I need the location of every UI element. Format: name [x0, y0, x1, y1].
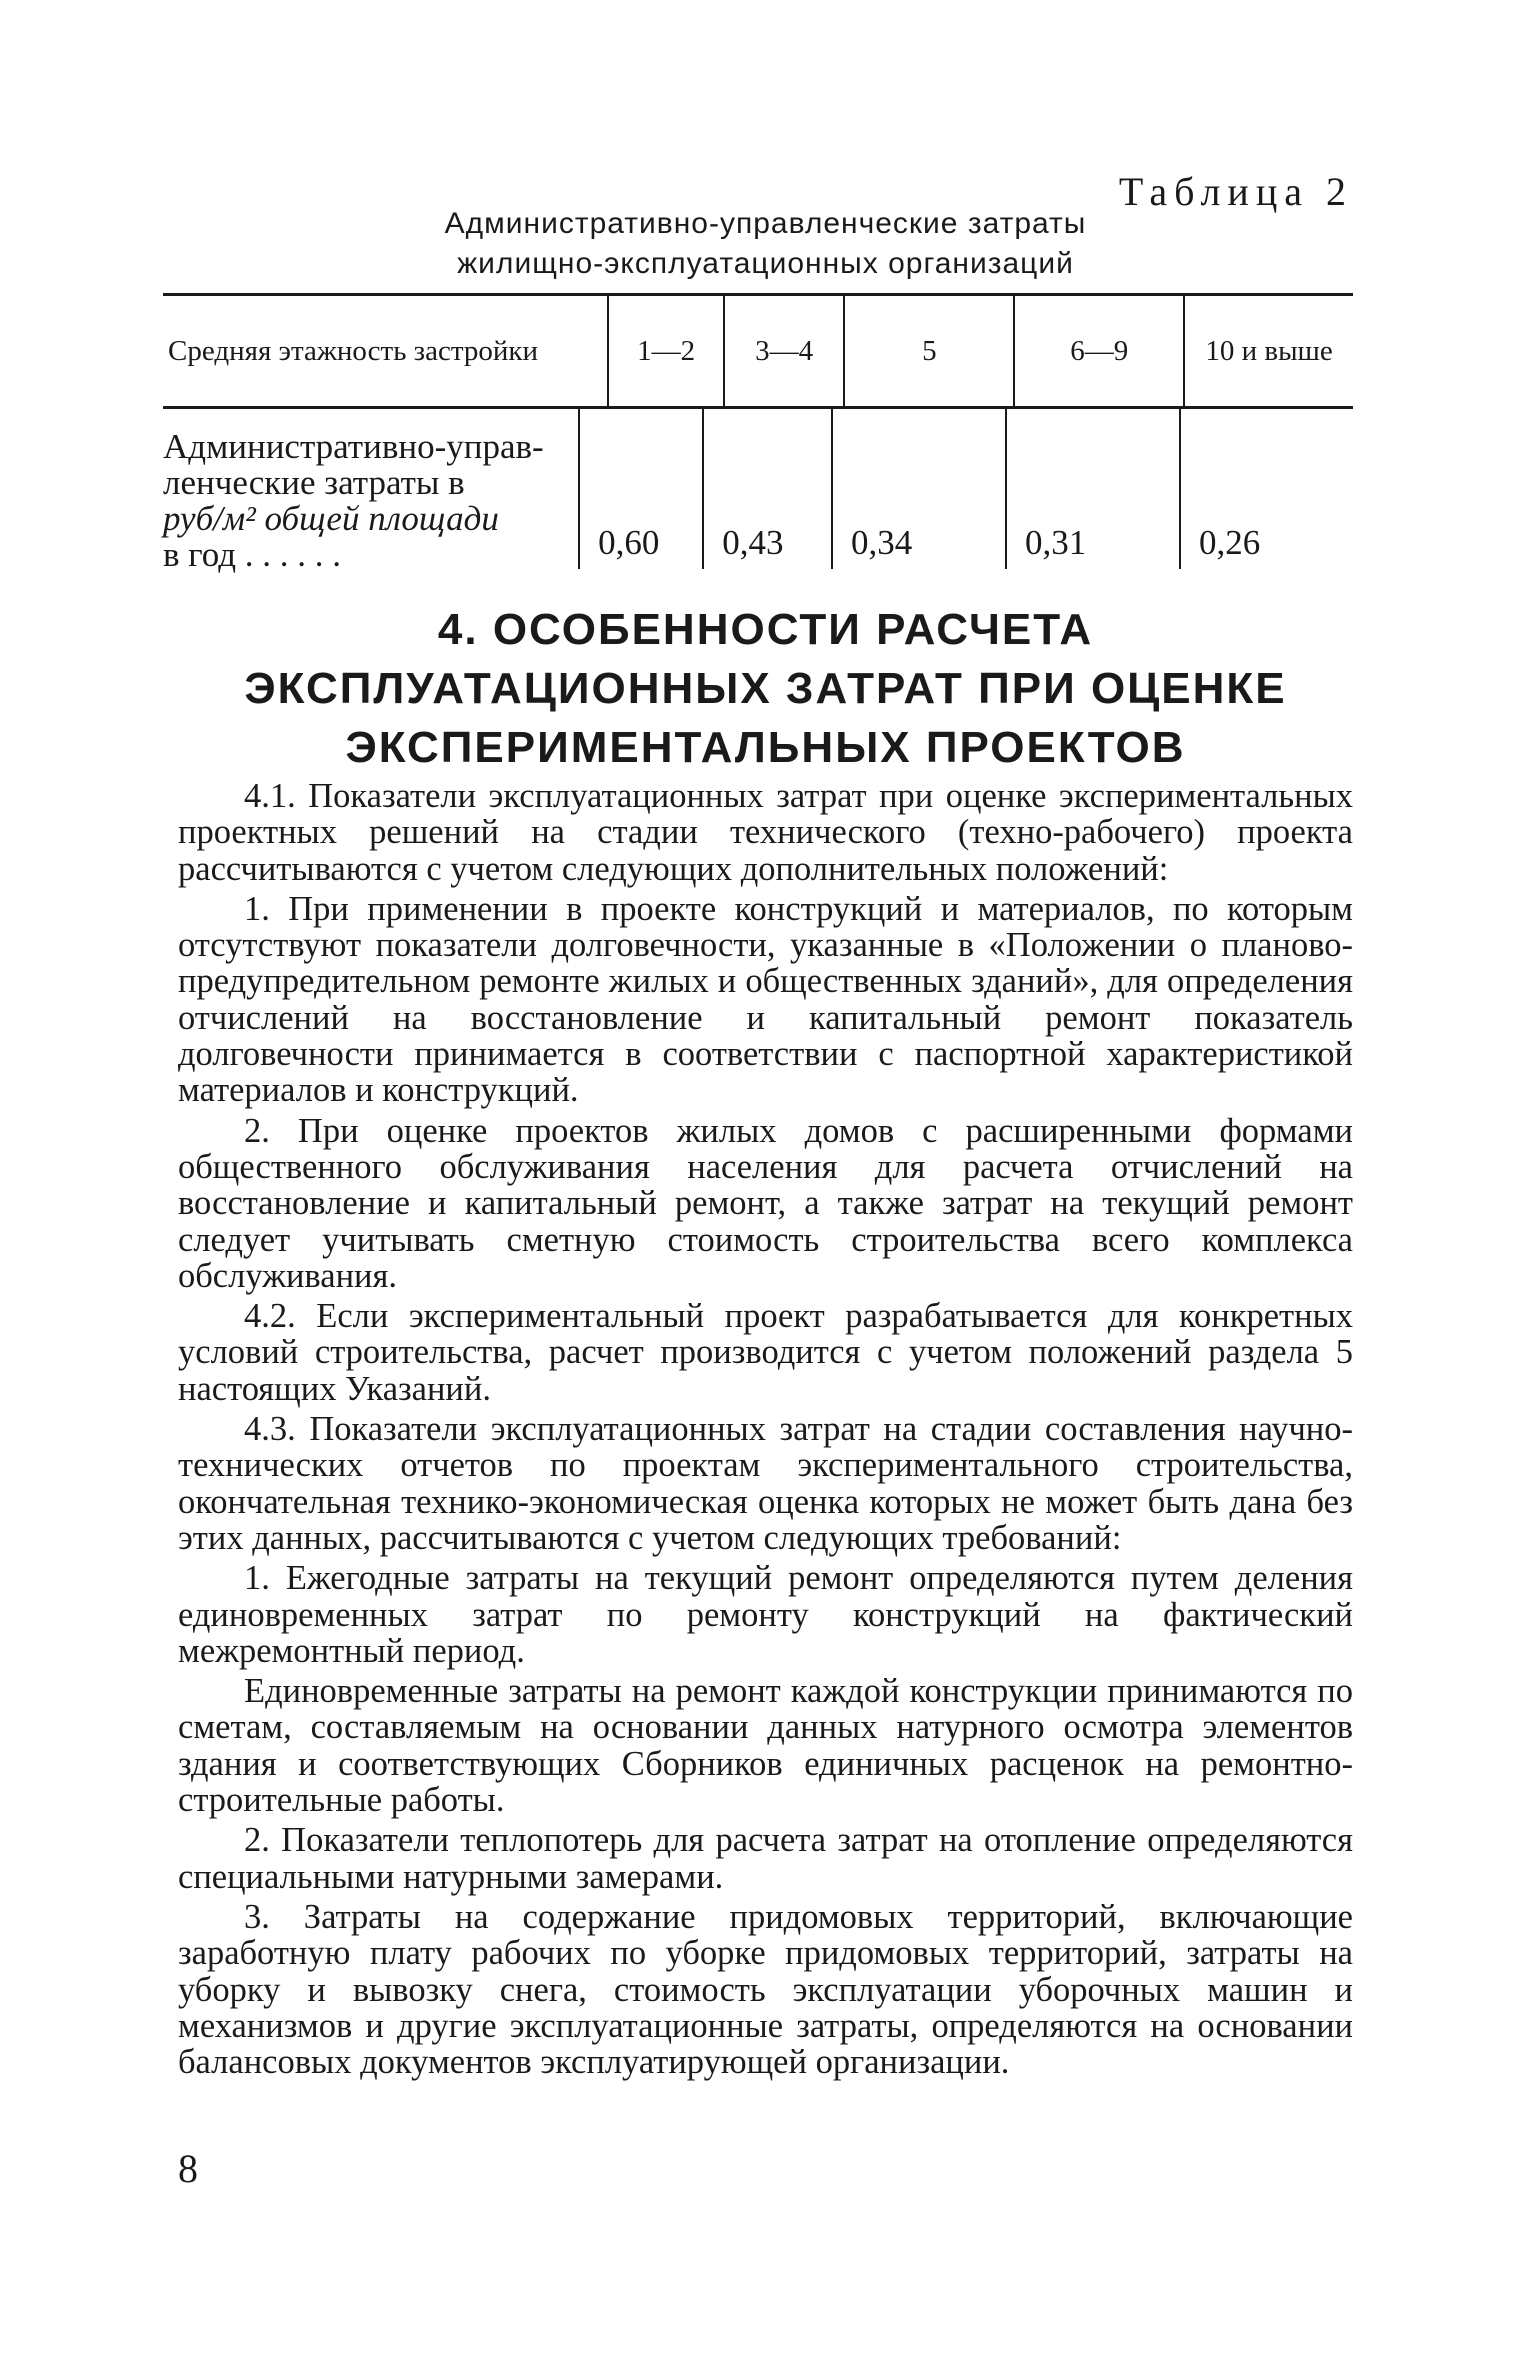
- row-label-line: Административно-управ-: [163, 427, 544, 466]
- section-heading-line: 4. ОСОБЕННОСТИ РАСЧЕТА: [437, 605, 1094, 654]
- section-heading: [178, 600, 1353, 777]
- table-row: [163, 409, 1353, 574]
- paragraph: 4.1. Показатели эксплуатационных затрат при оценке экспериментальных проектных решений на стадии технического (техно-рабочего) проекта рассчитываются с учетом следующих дополнительных положений:: [178, 777, 1353, 888]
- table-header-row: [163, 296, 1353, 406]
- section-heading-line: ЭКСПЕРИМЕНТАЛЬНЫХ ПРОЕКТОВ: [345, 723, 1186, 772]
- paragraph: 4.3. Показатели эксплуатационных затрат на стадии составления научно-технических отчетов по проектам экспериментального строительства, окончательная технико-экономическая оценка которых не может быть дана без этих данных, рассчитываются с учетом следующих требований:: [178, 1410, 1353, 1557]
- header-cell: Средняя этажность застройки: [168, 334, 539, 367]
- table-title-line: жилищно-эксплуатационных организаций: [457, 247, 1074, 280]
- row-label-line: [163, 501, 566, 537]
- row-label-line: ленческие затраты в: [163, 463, 465, 502]
- page-number: 8: [178, 2146, 198, 2191]
- paragraph: 3. Затраты на содержание придомовых территорий, включающие заработную плату рабочих по уборке придомовых территорий, затраты на уборку и вывозку снега, стоимость эксплуатации уборочных машин и механизмов и другие эксплуатационные затраты, определяются на основании балансовых документов эксплуатирующей организации.: [178, 1897, 1353, 2082]
- header-cell: 10 и выше: [1183, 296, 1353, 406]
- header-cell: 1—2: [607, 296, 723, 406]
- paragraph: 2. Показатели теплопотерь для расчета затрат на отопление определяются специальными натурными замерами.: [178, 1821, 1353, 1896]
- header-cell: 6—9: [1013, 296, 1183, 406]
- paragraph: 1. Ежегодные затраты на текущий ремонт определяются путем деления единовременных затрат по ремонту конструкций на фактический межремонтный период.: [178, 1559, 1353, 1670]
- section-heading-line: ЭКСПЛУАТАЦИОННЫХ ЗАТРАТ ПРИ ОЦЕНКЕ: [244, 664, 1287, 713]
- body-text: [178, 778, 1353, 2080]
- value-cell: 0,34: [831, 409, 1005, 569]
- paragraph: 1. При применении в проекте конструкций и материалов, по которым отсутствуют показатели долговечности, указанные в «Положении о планово-предупредительном ремонте жилых и общественных зданий», для определения отчислений на восстановление и капитальный ремонт показатель долговечности принимается в соответствии с паспортной характеристикой материалов и конструкций.: [178, 889, 1353, 1110]
- value-cell: 0,43: [702, 409, 831, 569]
- table-label: Таблица 2: [1118, 169, 1353, 214]
- value-cell: 0,31: [1005, 409, 1179, 569]
- header-cell: 5: [843, 296, 1013, 406]
- paragraph: Единовременные затраты на ремонт каждой конструкции принимаются по сметам, составляемым на основании данных натурного осмотра элементов здания и соответствующих Сборников единичных расценок на ремонтно-строительные работы.: [178, 1672, 1353, 1820]
- table-title-line: Административно-управленческие затраты: [444, 207, 1087, 240]
- value-cell: 0,60: [578, 409, 702, 569]
- paragraph: 4.2. Если экспериментальный проект разрабатывается для конкретных условий строительства, расчет производится с учетом положений раздела 5 настоящих Указаний.: [178, 1297, 1353, 1408]
- data-table: [163, 293, 1353, 574]
- table-title: [178, 204, 1353, 284]
- row-label: [163, 409, 578, 574]
- header-cell: 3—4: [723, 296, 843, 406]
- paragraph: 2. При оценке проектов жилых домов с расширенными формами общественного обслуживания населения для расчета отчислений на восстановление и капитальный ремонт, а также затрат на текущий ремонт следует учитывать сметную стоимость строительства всего комплекса обслуживания.: [178, 1111, 1353, 1295]
- value-cell: 0,26: [1179, 409, 1353, 569]
- row-label-line-text: руб/м² общей площади: [163, 499, 499, 538]
- row-label-line: в год . . . . . .: [163, 535, 342, 574]
